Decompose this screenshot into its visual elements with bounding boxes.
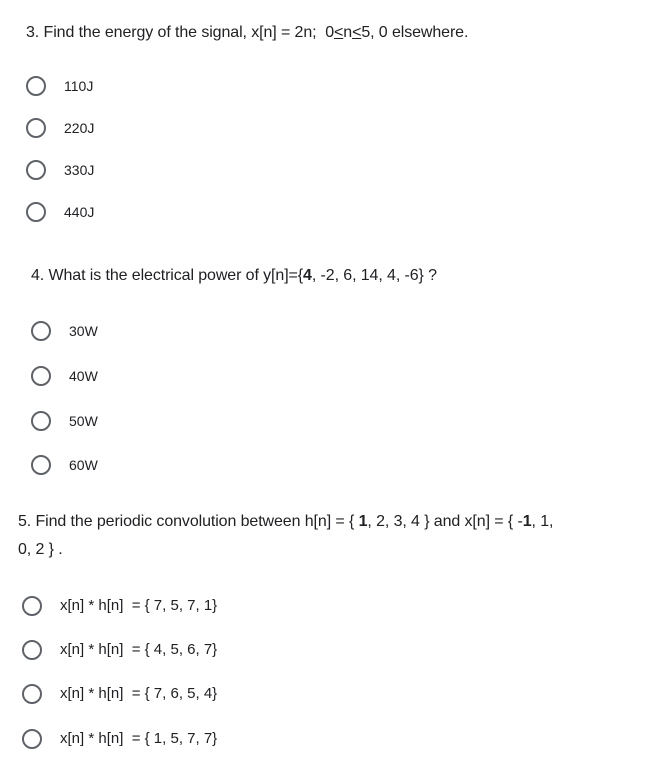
option-label: 220J	[64, 120, 95, 136]
option-label: 30W	[69, 323, 98, 339]
question-3-text	[26, 20, 468, 46]
radio-circle-icon[interactable]	[26, 160, 46, 180]
option-label: x[n] * h[n] = { 1, 5, 7, 7}	[60, 730, 218, 747]
q3-option-2[interactable]	[26, 116, 94, 140]
range-start: 0	[325, 24, 334, 41]
radio-circle-icon[interactable]	[31, 366, 51, 386]
option-label: 60W	[69, 457, 98, 473]
q5-option-2[interactable]	[22, 638, 217, 662]
range-end: 5, 0 elsewhere.	[361, 24, 469, 41]
q4-option-1[interactable]	[31, 319, 98, 343]
q5-option-1[interactable]	[22, 594, 217, 618]
q4-option-3[interactable]	[31, 409, 98, 433]
question-4-body-end: , -2, 6, 14, 4, -6} ?	[311, 267, 437, 284]
q4-option-4[interactable]	[31, 453, 98, 477]
option-label: x[n] * h[n] = { 7, 5, 7, 1}	[60, 597, 218, 614]
q5-option-3[interactable]	[22, 682, 217, 706]
option-label: 40W	[69, 368, 98, 384]
question-4-text	[31, 263, 437, 289]
radio-circle-icon[interactable]	[22, 596, 42, 616]
question-5-line-1: 5. Find the periodic convolution between h[n] = { 1, 2, 3, 4 } and x[n] = { -1, 1,	[18, 513, 554, 530]
radio-circle-icon[interactable]	[26, 76, 46, 96]
radio-circle-icon[interactable]	[22, 684, 42, 704]
range-le-1: <	[334, 24, 344, 41]
radio-circle-icon[interactable]	[26, 202, 46, 222]
radio-circle-icon[interactable]	[31, 321, 51, 341]
option-label: 440J	[64, 204, 95, 220]
radio-circle-icon[interactable]	[31, 455, 51, 475]
radio-circle-icon[interactable]	[31, 411, 51, 431]
q4-option-2[interactable]	[31, 364, 98, 388]
range-var: n	[343, 24, 353, 41]
option-label: x[n] * h[n] = { 7, 6, 5, 4}	[60, 685, 218, 702]
question-3-body: Find the energy of the signal, x[n] = 2n;	[43, 24, 317, 41]
q3-option-4[interactable]	[26, 200, 94, 224]
question-3-number: 3.	[26, 24, 40, 41]
option-label: x[n] * h[n] = { 4, 5, 6, 7}	[60, 641, 218, 658]
radio-circle-icon[interactable]	[22, 729, 42, 749]
question-5-line-2: 0, 2 } .	[18, 541, 63, 558]
q3-option-1[interactable]	[26, 74, 93, 98]
q5-option-4[interactable]	[22, 727, 217, 751]
radio-circle-icon[interactable]	[26, 118, 46, 138]
option-label: 110J	[64, 78, 94, 94]
question-4-body: 4. What is the electrical power of y[n]={	[31, 267, 304, 284]
question-5-text	[18, 509, 628, 563]
question-4-bold: 4	[303, 267, 312, 284]
option-label: 330J	[64, 162, 95, 178]
radio-circle-icon[interactable]	[22, 640, 42, 660]
option-label: 50W	[69, 413, 98, 429]
q3-option-3[interactable]	[26, 158, 94, 182]
range-le-2: <	[352, 24, 362, 41]
